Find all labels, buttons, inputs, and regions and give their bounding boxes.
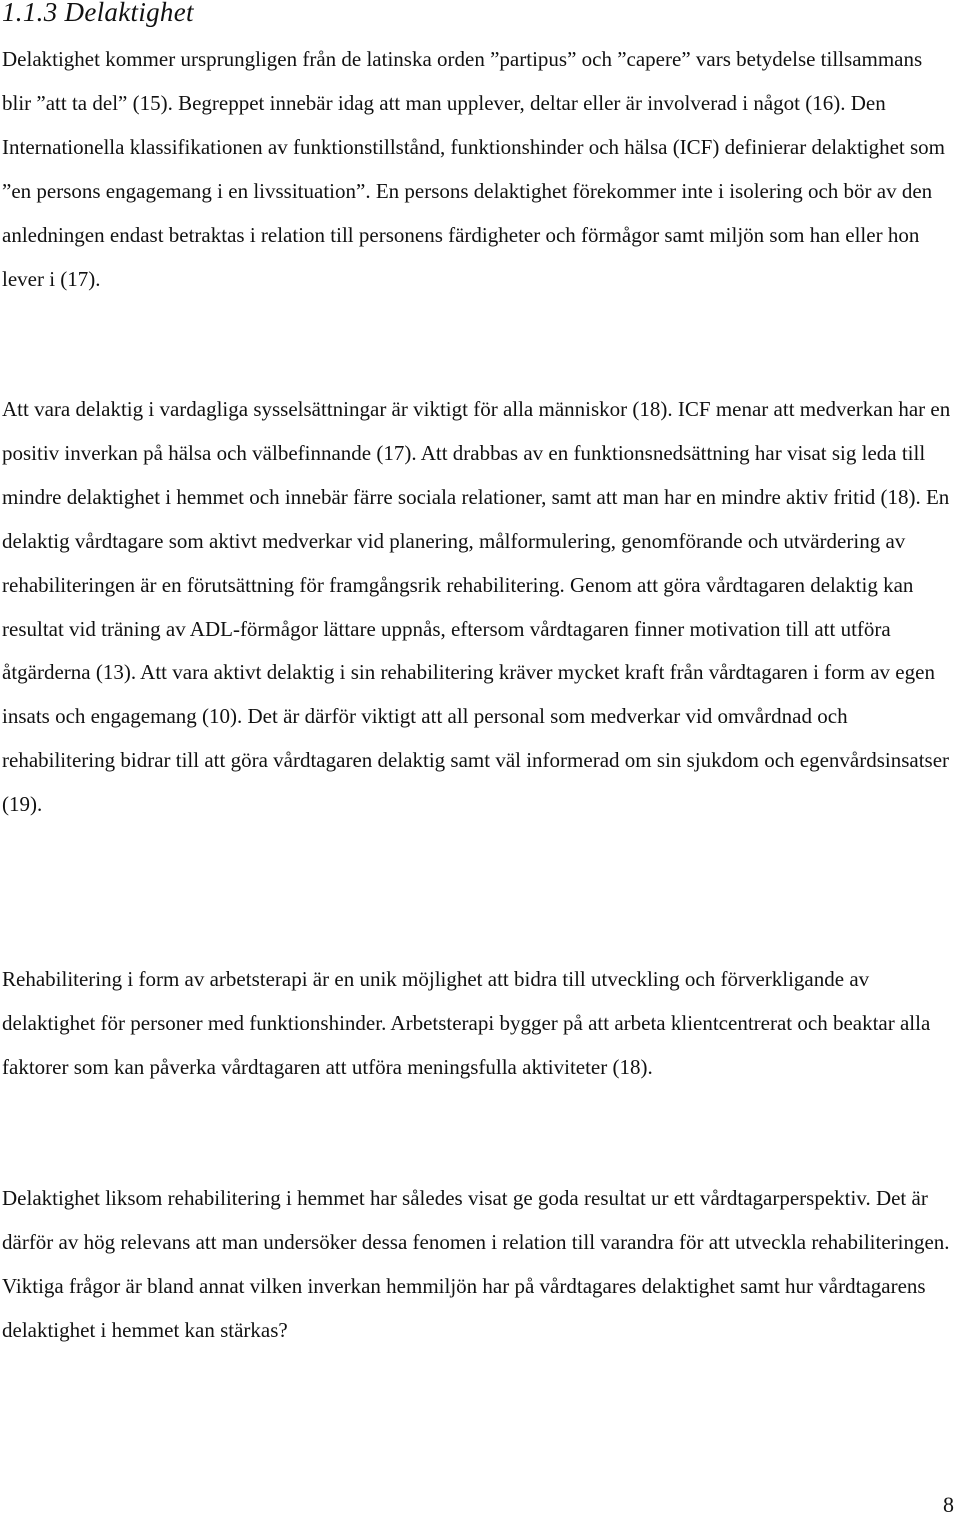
paragraph-occupational-therapy: Rehabilitering i form av arbetsterapi är en unik möjlighet att bidra till utveckling och förverkligande av delaktighet för personer med funktionshinder. Arbetsterapi bygger på att arbeta klientcentrerat och beaktar alla faktorer som kan påverka vårdtagaren att utföra meningsfulla aktiviteter (18). bbox=[2, 967, 931, 1079]
section-heading: 1.1.3 Delaktighet bbox=[2, 0, 194, 27]
paragraph-everyday-participation: Att vara delaktig i vardagliga sysselsättningar är viktigt för alla människor (18). ICF menar att medverkan har en positiv inverkan på hälsa och välbefinnande (17). Att drabbas av en funktionsnedsättning har visat sig leda till mindre delaktighet i hemmet och innebär färre sociala relationer, samt att man har en mindre aktiv fritid (18). En delaktig vårdtagare som aktivt medverkar vid planering, målformulering, genomförande och utvärdering av rehabiliteringen är en förutsättning för framgångsrik rehabilitering. Genom att göra vårdtagaren delaktig kan resultat vid träning av ADL-förmågor lättare uppnås, eftersom vårdtagaren finner motivation till att utföra åtgärderna (13). Att vara aktivt delaktig i sin rehabilitering kräver mycket kraft från vårdtagaren i form av egen insats och engagemang (10). Det är därför viktigt att all personal som medverkar vid omvårdnad och rehabilitering bidrar till att göra vårdtagaren delaktig samt väl informerad om sin sjukdom och egenvårdsinsatser (19). bbox=[2, 397, 951, 817]
paragraph-definition: Delaktighet kommer ursprungligen från de latinska orden ”partipus” och ”capere” vars betydelse tillsammans blir ”att ta del” (15). Begreppet innebär idag att man upplever, deltar eller är involverad i något (16). Den Internationella klassifikationen av funktionstillstånd, funktionshinder och hälsa (ICF) definierar delaktighet som ”en persons engagemang i en livssituation”. En persons delaktighet förekommer inte i isolering och bör av den anledningen endast betraktas i relation till personens färdigheter och förmågor samt miljön som han eller hon lever i (17). bbox=[2, 47, 946, 291]
page-number: 8 bbox=[943, 1492, 954, 1517]
paragraph-conclusion: Delaktighet liksom rehabilitering i hemmet har således visat ge goda resultat ur ett vårdtagarperspektiv. Det är därför av hög relevans att man undersöker dessa fenomen i relation till varandra för att utveckla rehabiliteringen. Viktiga frågor är bland annat vilken inverkan hemmiljön har på vårdtagares delaktighet samt hur vårdtagarens delaktighet i hemmet kan stärkas? bbox=[2, 1186, 950, 1342]
